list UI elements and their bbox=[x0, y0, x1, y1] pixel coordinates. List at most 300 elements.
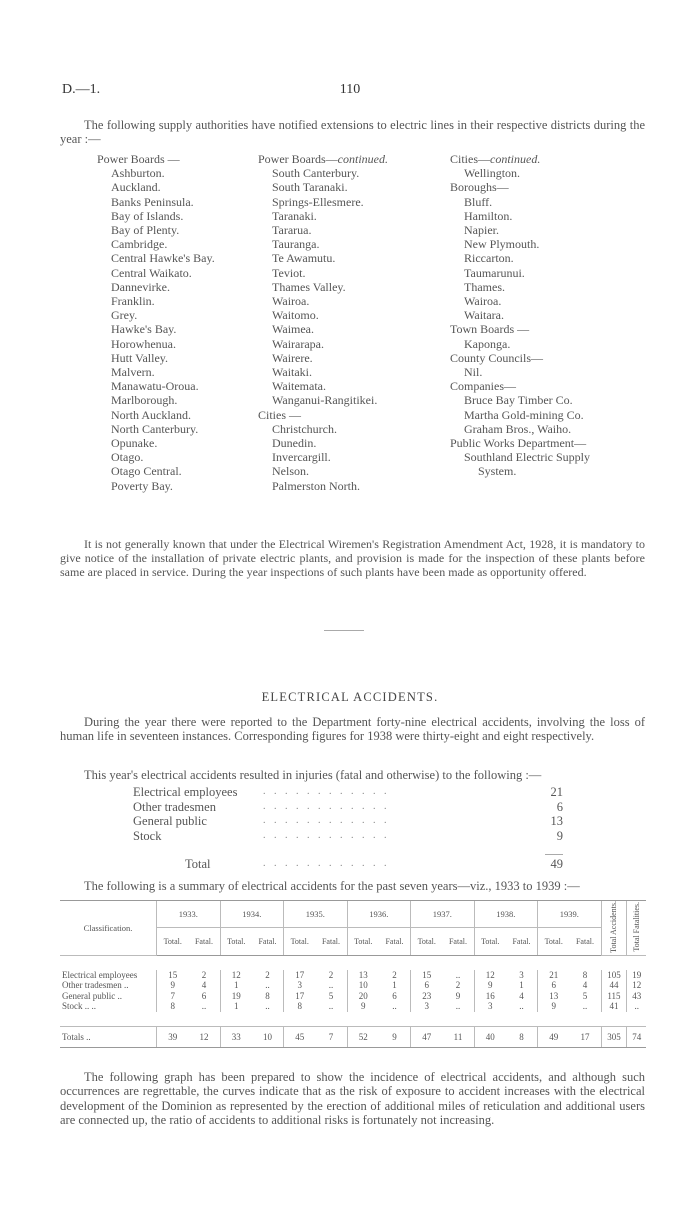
authority-item bbox=[450, 308, 590, 322]
total-accidents-header bbox=[601, 901, 627, 956]
authority-text: Riccarton. bbox=[464, 251, 514, 266]
authority-text: Kaponga. bbox=[464, 336, 511, 351]
table-cell: 12 bbox=[220, 970, 252, 981]
table-cell: 6 bbox=[392, 990, 397, 1001]
authority-item bbox=[97, 393, 215, 407]
table-cell: 3 bbox=[411, 1001, 443, 1012]
table-cell: 9 bbox=[455, 990, 461, 1001]
authority-item bbox=[97, 237, 215, 251]
authority-text: Bay of Plenty. bbox=[111, 223, 180, 238]
row-classification: Other tradesmen .. bbox=[62, 980, 129, 991]
row-classification: Electrical employees bbox=[62, 969, 138, 980]
page-number: 110 bbox=[339, 82, 361, 97]
row-classification: General public .. bbox=[62, 990, 122, 1001]
authority-item bbox=[97, 195, 215, 209]
authority-item bbox=[258, 351, 388, 365]
authority-group-heading bbox=[450, 322, 590, 336]
authority-text: Companies— bbox=[450, 379, 516, 394]
authority-item bbox=[97, 223, 215, 237]
injury-value: 6 bbox=[556, 799, 563, 814]
authority-item bbox=[258, 280, 388, 294]
year-header: 1937. bbox=[411, 901, 475, 928]
leader-dots: . . . . . . . . . . . . bbox=[263, 786, 390, 797]
table-cell: 2 bbox=[201, 969, 207, 980]
authority-item bbox=[97, 450, 215, 464]
table-cell: 1 bbox=[220, 1001, 252, 1012]
table-year-header-row bbox=[60, 901, 646, 928]
authority-text: Bay of Islands. bbox=[111, 208, 184, 223]
table-cell: 8 bbox=[582, 969, 588, 980]
authority-text: Wairarapa. bbox=[272, 336, 324, 351]
total-rule bbox=[545, 854, 563, 855]
leader-dots: . . . . . . . . . . . . bbox=[263, 815, 390, 826]
continued-label: continued. bbox=[490, 152, 541, 166]
year-header: 1933. bbox=[157, 901, 221, 928]
authority-item bbox=[97, 479, 215, 493]
authority-item bbox=[450, 408, 590, 422]
authority-item bbox=[258, 379, 388, 393]
year-header: 1934. bbox=[220, 901, 284, 928]
table-cell: 9 bbox=[379, 1026, 411, 1047]
authorities-column-3 bbox=[450, 152, 590, 479]
injury-label: General public bbox=[133, 814, 207, 828]
table-cell: 5 bbox=[582, 990, 588, 1001]
table-cell: 20 bbox=[347, 991, 379, 1002]
authority-text: North Auckland. bbox=[111, 407, 191, 422]
authority-text: Power Boards— bbox=[258, 152, 338, 166]
authority-item bbox=[97, 365, 215, 379]
authority-item bbox=[258, 237, 388, 251]
table-cell: 4 bbox=[582, 980, 588, 991]
authority-item bbox=[450, 237, 590, 251]
authority-text: Thames. bbox=[464, 279, 505, 294]
table-cell: 3 bbox=[474, 1001, 506, 1012]
year-header: 1936. bbox=[347, 901, 411, 928]
table-cell: 1 bbox=[392, 980, 397, 991]
authority-item bbox=[97, 294, 215, 308]
leader-dots: . . . . . . . . . . . . bbox=[263, 829, 390, 841]
authority-item bbox=[258, 166, 388, 180]
injuries-lead-text: This year's electrical accidents resulted in injuries (fatal and otherwise) to the following :— bbox=[84, 768, 542, 782]
authority-item bbox=[450, 166, 590, 180]
table-cell: 21 bbox=[538, 970, 570, 981]
table-cell: 305 bbox=[601, 1026, 627, 1047]
authority-text: Otago. bbox=[111, 450, 144, 465]
authority-item bbox=[97, 408, 215, 422]
authority-item bbox=[258, 322, 388, 336]
table-cell: 1 bbox=[220, 980, 252, 991]
authority-text: Taranaki. bbox=[272, 208, 317, 223]
authority-text: Bruce Bay Timber Co. bbox=[464, 393, 573, 408]
table-cell: 33 bbox=[220, 1026, 252, 1047]
total-subheader: Total. bbox=[347, 928, 379, 955]
authority-item bbox=[450, 337, 590, 351]
table-cell: 15 bbox=[411, 970, 443, 981]
leader-dots: . . . . . . . . . . . . bbox=[263, 800, 390, 812]
table-cell: 17 bbox=[569, 1026, 601, 1047]
authority-text: Nil. bbox=[464, 365, 483, 380]
authority-item bbox=[258, 422, 388, 436]
graph-paragraph: The following graph has been prepared to show the incidence of electrical accidents, and although such occurrences are regrettable, the curves indicate that as the risk of exposure to accident increases with the electrical development of the Dominion as represented by the erection of additional miles of reticulation and additional users are connected up, the ratio of accidents to additional risks is fortunately not increasing. bbox=[60, 1070, 645, 1127]
authority-text: Hamilton. bbox=[464, 208, 513, 223]
table-cell: .. bbox=[265, 1001, 270, 1012]
total-subheader: Total. bbox=[220, 928, 252, 955]
vertical-header-text: Total Accidents. bbox=[609, 901, 619, 953]
authority-item bbox=[450, 464, 590, 478]
injury-total-label: Total bbox=[185, 857, 211, 871]
classification-header: Classification. bbox=[60, 901, 157, 956]
fatal-subheader: Fatal. bbox=[506, 928, 538, 955]
authority-text: Waimea. bbox=[272, 322, 315, 337]
row-classification: Stock .. .. bbox=[62, 1001, 97, 1012]
authority-group-heading bbox=[97, 152, 215, 166]
authority-item bbox=[450, 251, 590, 265]
authority-text: Dannevirke. bbox=[111, 279, 170, 294]
table-cell: 44 bbox=[601, 980, 627, 991]
authority-text: Thames Valley. bbox=[272, 279, 346, 294]
authority-text: Cambridge. bbox=[111, 237, 168, 252]
summary-lead-text: The following is a summary of electrical accidents for the past seven years—viz., 1933 to 1939 :— bbox=[84, 879, 580, 893]
authority-text: Public Works Department— bbox=[450, 436, 587, 451]
authority-text: North Canterbury. bbox=[111, 421, 199, 436]
authority-text: Southland Electric Supply bbox=[464, 450, 590, 465]
table-cell: 13 bbox=[347, 970, 379, 981]
authority-item bbox=[97, 351, 215, 365]
table-cell: 8 bbox=[506, 1026, 538, 1047]
total-subheader: Total. bbox=[284, 928, 316, 955]
authority-group-heading bbox=[450, 379, 590, 393]
table-cell: .. bbox=[519, 1001, 524, 1012]
authority-item bbox=[258, 195, 388, 209]
authority-text: Martha Gold-mining Co. bbox=[464, 407, 584, 422]
authority-group-heading bbox=[450, 351, 590, 365]
table-cell: .. bbox=[627, 1001, 646, 1012]
leader-dots: . . . . . . . . . . . . bbox=[263, 858, 390, 869]
authority-text: Cities— bbox=[450, 152, 491, 166]
table-cell: 4 bbox=[519, 990, 524, 1001]
table-cell: .. bbox=[265, 980, 270, 991]
table-totals-row bbox=[60, 1026, 646, 1047]
authority-item bbox=[97, 337, 215, 351]
authority-item bbox=[97, 251, 215, 265]
authority-item bbox=[450, 209, 590, 223]
year-header: 1938. bbox=[474, 901, 538, 928]
table-cell: 49 bbox=[538, 1026, 570, 1047]
table-cell: 17 bbox=[284, 991, 316, 1002]
row-classification: Totals .. bbox=[60, 1026, 157, 1047]
table-cell: 9 bbox=[538, 1001, 570, 1012]
authority-text: Cities — bbox=[258, 407, 302, 422]
authority-text: Poverty Bay. bbox=[111, 478, 173, 493]
authority-item bbox=[450, 294, 590, 308]
fatal-subheader: Fatal. bbox=[379, 928, 411, 955]
total-subheader: Total. bbox=[474, 928, 506, 955]
authority-item bbox=[97, 166, 215, 180]
authority-group-heading bbox=[450, 152, 590, 166]
authorities-column-1 bbox=[97, 152, 215, 493]
authority-item bbox=[258, 479, 388, 493]
inspection-paragraph: It is not generally known that under the Electrical Wiremen's Registration Amendment Act, 1928, it is mandatory to give notice of the installation of private electric plants, and provision is made for the inspection of these plants before same are placed in service. During the year inspections of such plants have been made as opportunity offered. bbox=[60, 537, 645, 579]
authority-text: Otago Central. bbox=[111, 464, 182, 479]
authority-text: Hutt Valley. bbox=[111, 350, 168, 365]
intro-paragraph: The following supply authorities have notified extensions to electric lines in their respective districts during the year :— bbox=[60, 118, 645, 146]
authority-text: South Taranaki. bbox=[272, 180, 348, 195]
table-cell: .. bbox=[201, 1001, 207, 1012]
authority-text: Invercargill. bbox=[272, 450, 331, 465]
authority-group-heading bbox=[450, 436, 590, 450]
vertical-header-text: Total Fatalities. bbox=[632, 902, 642, 952]
authorities-column-2 bbox=[258, 152, 388, 493]
table-cell: 12 bbox=[627, 980, 646, 991]
table-cell: 47 bbox=[411, 1026, 443, 1047]
injury-label: Other tradesmen bbox=[133, 799, 216, 814]
spacer-row bbox=[133, 843, 563, 857]
authority-item bbox=[97, 322, 215, 336]
authority-text: Waitaki. bbox=[272, 365, 313, 380]
table-cell: .. bbox=[582, 1001, 588, 1012]
authority-item bbox=[450, 422, 590, 436]
authority-text: Tararua. bbox=[272, 223, 312, 238]
table-row bbox=[60, 1001, 646, 1012]
authority-item bbox=[97, 436, 215, 450]
authority-text: Central Waikato. bbox=[111, 265, 192, 280]
authority-item bbox=[258, 337, 388, 351]
authority-text: Ashburton. bbox=[111, 166, 165, 181]
fatal-subheader: Fatal. bbox=[315, 928, 347, 955]
table-cell: 12 bbox=[188, 1026, 220, 1047]
table-cell: 41 bbox=[601, 1001, 627, 1012]
table-cell: 3 bbox=[519, 969, 524, 980]
table-cell: 105 bbox=[601, 970, 627, 981]
table-cell: .. bbox=[328, 980, 334, 991]
authority-text: Teviot. bbox=[272, 265, 306, 280]
authority-text: Manawatu-Oroua. bbox=[111, 379, 199, 394]
continued-label: continued. bbox=[337, 152, 388, 166]
authority-text: Horowhenua. bbox=[111, 336, 176, 351]
accident-summary-table bbox=[60, 900, 646, 1048]
authority-item bbox=[258, 464, 388, 478]
table-cell: 9 bbox=[157, 980, 189, 991]
table-cell: 8 bbox=[157, 1001, 189, 1012]
table-cell: 19 bbox=[220, 991, 252, 1002]
authority-text: County Councils— bbox=[450, 350, 544, 365]
authority-text: Springs-Ellesmere. bbox=[272, 194, 364, 209]
authority-item bbox=[97, 209, 215, 223]
authority-text: System. bbox=[478, 464, 517, 479]
authority-item bbox=[450, 266, 590, 280]
total-fatalities-header bbox=[627, 901, 646, 956]
table-cell: .. bbox=[328, 1001, 334, 1012]
authority-item bbox=[258, 209, 388, 223]
table-cell: 43 bbox=[627, 991, 646, 1002]
authority-text: Waitemata. bbox=[272, 379, 327, 394]
fatal-subheader: Fatal. bbox=[442, 928, 474, 955]
table-cell: 40 bbox=[474, 1026, 506, 1047]
table-cell: 74 bbox=[627, 1026, 646, 1047]
fatal-subheader: Fatal. bbox=[569, 928, 601, 955]
authority-text: Franklin. bbox=[111, 294, 155, 309]
authority-text: Dunedin. bbox=[272, 436, 317, 451]
authority-text: Wellington. bbox=[464, 166, 521, 181]
authority-item bbox=[258, 251, 388, 265]
authority-group-heading bbox=[258, 408, 388, 422]
authority-text: Christchurch. bbox=[272, 421, 337, 436]
authority-text: Napier. bbox=[464, 223, 499, 238]
injury-label: Stock bbox=[133, 828, 162, 843]
injury-row bbox=[133, 814, 563, 829]
authority-item bbox=[97, 180, 215, 194]
authority-item bbox=[258, 294, 388, 308]
table-cell: 3 bbox=[284, 980, 316, 991]
table-cell: .. bbox=[392, 1001, 397, 1012]
authority-text: Wairoa. bbox=[272, 294, 310, 309]
injury-row bbox=[133, 785, 563, 800]
authority-item bbox=[97, 464, 215, 478]
authority-text: Wanganui-Rangitikei. bbox=[272, 393, 378, 408]
authority-group-heading bbox=[450, 180, 590, 194]
authority-text: Waitara. bbox=[464, 308, 505, 323]
authority-text: Nelson. bbox=[272, 464, 309, 479]
authority-group-heading bbox=[258, 152, 388, 166]
fatal-subheader: Fatal. bbox=[252, 928, 284, 955]
table-cell: 6 bbox=[538, 980, 570, 991]
table-cell: 8 bbox=[284, 1001, 316, 1012]
table-cell: 12 bbox=[474, 970, 506, 981]
injury-value: 13 bbox=[550, 814, 563, 828]
injury-total-value: 49 bbox=[550, 857, 563, 871]
table-cell: 9 bbox=[347, 1001, 379, 1012]
authority-item bbox=[450, 393, 590, 407]
table-cell: 8 bbox=[265, 990, 270, 1001]
authority-item bbox=[450, 450, 590, 464]
table-cell: 6 bbox=[411, 980, 443, 991]
spacer-row bbox=[60, 955, 646, 970]
authority-item bbox=[258, 223, 388, 237]
authority-text: Wairoa. bbox=[464, 294, 502, 309]
section-divider bbox=[324, 630, 364, 631]
total-subheader: Total. bbox=[157, 928, 189, 955]
authority-item bbox=[258, 436, 388, 450]
table-row bbox=[60, 991, 646, 1002]
authority-text: Hawke's Bay. bbox=[111, 322, 177, 337]
injury-row bbox=[133, 829, 563, 844]
authority-text: Town Boards — bbox=[450, 322, 530, 337]
table-cell: 10 bbox=[347, 980, 379, 991]
fatal-subheader: Fatal. bbox=[188, 928, 220, 955]
authority-text: South Canterbury. bbox=[272, 166, 360, 181]
table-cell: .. bbox=[455, 1001, 461, 1012]
authority-item bbox=[450, 280, 590, 294]
authority-text: Auckland. bbox=[111, 180, 161, 195]
authority-text: Boroughs— bbox=[450, 180, 509, 195]
injury-value: 21 bbox=[550, 785, 563, 799]
table-cell: 9 bbox=[474, 980, 506, 991]
authority-text: Malvern. bbox=[111, 365, 155, 380]
authority-text: Wairere. bbox=[272, 350, 313, 365]
authority-item bbox=[258, 266, 388, 280]
table-cell: 6 bbox=[201, 990, 207, 1001]
total-subheader: Total. bbox=[538, 928, 570, 955]
table-cell: 5 bbox=[328, 990, 334, 1001]
authority-text: Bluff. bbox=[464, 194, 493, 209]
document-reference: D.—1. bbox=[62, 82, 101, 97]
table-cell: .. bbox=[455, 969, 461, 980]
authority-item bbox=[258, 450, 388, 464]
spacer-row bbox=[60, 1012, 646, 1027]
table-cell: 1 bbox=[519, 980, 524, 991]
authority-text: Grey. bbox=[111, 308, 138, 323]
authority-item bbox=[97, 280, 215, 294]
authority-item bbox=[97, 308, 215, 322]
injury-label: Electrical employees bbox=[133, 785, 238, 799]
authority-text: Tauranga. bbox=[272, 237, 320, 252]
table-cell: 52 bbox=[347, 1026, 379, 1047]
authority-item bbox=[97, 422, 215, 436]
table-cell: 19 bbox=[627, 970, 646, 981]
authority-text: New Plymouth. bbox=[464, 237, 540, 252]
table-cell: 45 bbox=[284, 1026, 316, 1047]
injuries-list bbox=[133, 785, 563, 872]
authority-text: Te Awamutu. bbox=[272, 251, 336, 266]
authority-text: Central Hawke's Bay. bbox=[111, 251, 215, 266]
authority-text: Banks Peninsula. bbox=[111, 194, 194, 209]
table-cell: 2 bbox=[455, 980, 461, 991]
authority-item bbox=[97, 379, 215, 393]
authority-item bbox=[450, 365, 590, 379]
table-cell: 2 bbox=[265, 969, 270, 980]
table-body bbox=[60, 955, 646, 1047]
authority-item bbox=[258, 180, 388, 194]
authority-text: Power Boards — bbox=[97, 152, 180, 166]
table-cell: 13 bbox=[538, 991, 570, 1002]
authority-item bbox=[450, 195, 590, 209]
table-cell: 39 bbox=[157, 1026, 189, 1047]
table-cell: 16 bbox=[474, 991, 506, 1002]
total-subheader: Total. bbox=[411, 928, 443, 955]
authority-text: Palmerston North. bbox=[272, 478, 360, 493]
table-cell: 4 bbox=[201, 980, 207, 991]
table-cell: 115 bbox=[601, 991, 627, 1002]
table-cell: 10 bbox=[252, 1026, 284, 1047]
authority-item bbox=[258, 308, 388, 322]
table-row bbox=[60, 980, 646, 991]
authority-item bbox=[97, 266, 215, 280]
table-row bbox=[60, 970, 646, 981]
table-cell: 15 bbox=[157, 970, 189, 981]
table-cell: 11 bbox=[442, 1026, 474, 1047]
authority-text: Marlborough. bbox=[111, 393, 178, 408]
accidents-paragraph: During the year there were reported to the Department forty-nine electrical accidents, involving the loss of human life in seventeen instances. Corresponding figures for 1938 were thirty-eight and eight respectively. bbox=[60, 715, 645, 744]
authority-item bbox=[258, 393, 388, 407]
authority-text: Waitomo. bbox=[272, 308, 319, 323]
table-cell: 2 bbox=[392, 969, 397, 980]
authority-text: Graham Bros., Waiho. bbox=[464, 421, 572, 436]
injury-value: 9 bbox=[556, 828, 563, 843]
table-cell: 2 bbox=[328, 969, 334, 980]
year-header: 1939. bbox=[538, 901, 602, 928]
authority-text: Opunake. bbox=[111, 436, 158, 451]
authority-text: Taumarunui. bbox=[464, 265, 525, 280]
injury-row bbox=[133, 800, 563, 815]
section-title: ELECTRICAL ACCIDENTS. bbox=[261, 690, 439, 704]
year-header: 1935. bbox=[284, 901, 348, 928]
table-cell: 23 bbox=[411, 991, 443, 1002]
authority-item bbox=[258, 365, 388, 379]
table-cell: 17 bbox=[284, 970, 316, 981]
table-cell: 7 bbox=[157, 991, 189, 1002]
authority-item bbox=[450, 223, 590, 237]
injury-total-row bbox=[133, 857, 563, 872]
